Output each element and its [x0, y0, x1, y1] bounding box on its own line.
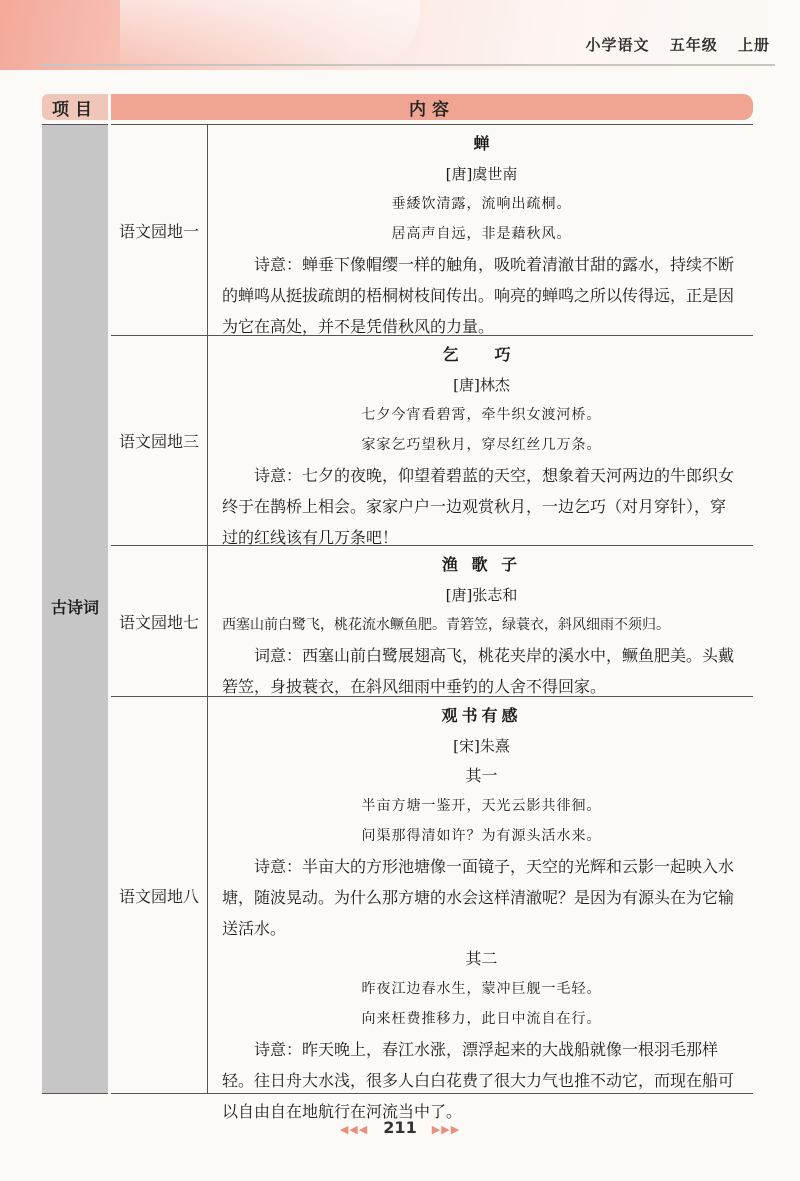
category-label: 古诗词	[50, 598, 99, 617]
row-label: 语文园地三	[111, 336, 208, 545]
page-footer	[0, 1118, 800, 1137]
poem-line: 半亩方塘一鉴开，天光云影共徘徊。	[361, 798, 602, 814]
poem-meaning: 诗意：半亩大的方形池塘像一面镜子，天空的光辉和云影一起映入水塘，随波晃动。为什么那方塘的水会这样清澈呢？是因为有源头在为它输送活水。	[222, 857, 735, 938]
poem-author: [唐]张志和	[445, 586, 518, 604]
row-body	[208, 546, 753, 696]
volume-label: 上册	[737, 36, 770, 54]
grade-label: 五年级	[669, 36, 718, 54]
table-row	[111, 546, 753, 697]
poem-line: 垂緌饮清露，流响出疏桐。	[391, 196, 572, 212]
page-number: 211	[383, 1118, 417, 1137]
poem-line: 昨夜江边春水生，蒙冲巨舰一毛轻。	[361, 981, 602, 997]
part-heading: 其二	[465, 949, 498, 968]
row-body	[208, 336, 753, 545]
poem-author: [唐]林杰	[453, 376, 510, 394]
poem-line: 向来枉费推移力，此日中流自在行。	[361, 1011, 602, 1027]
poem-title: 渔 歌 子	[441, 555, 522, 574]
poem-author: [唐]虞世南	[445, 165, 518, 183]
poem-title: 乞 巧	[442, 345, 521, 364]
category-column	[42, 124, 108, 1094]
poem-meaning: 词意：西塞山前白鹭展翅高飞，桃花夹岸的溪水中，鳜鱼肥美。头戴箬笠，身披蓑衣，在斜风细雨中垂钓的人舍不得回家。	[222, 646, 735, 696]
table-row	[111, 336, 753, 546]
row-label: 语文园地八	[111, 697, 208, 1093]
arrow-left-icon: ◀◀◀	[339, 1123, 369, 1136]
poem-title: 蝉	[473, 134, 490, 153]
poem-author: [宋]朱熹	[453, 737, 510, 755]
poem-line: 居高声自远，非是藉秋风。	[391, 226, 572, 242]
poem-meaning: 诗意：昨天晚上，春江水涨，漂浮起来的大战船就像一根羽毛那样轻。往日舟大水浅，很多人白白花费了很大力气也推不动它，而现在船可以自由自在地航行在河流当中了。	[222, 1040, 735, 1121]
arrow-right-icon: ▶▶▶	[431, 1123, 461, 1136]
table-row	[111, 697, 753, 1121]
poem-line: 西塞山前白鹭飞，桃花流水鳜鱼肥。青箬笠，绿蓑衣，斜风细雨不须归。	[222, 617, 670, 633]
poem-line: 家家乞巧望秋月，穿尽红丝几万条。	[361, 437, 602, 453]
header-divider	[40, 64, 775, 66]
poem-meaning: 诗意：七夕的夜晚，仰望着碧蓝的天空，想象着天河两边的牛郎织女终于在鹊桥上相会。家家户户一边观赏秋月，一边乞巧（对月穿针），穿过的红线该有几万条吧！	[222, 466, 735, 547]
part-heading: 其一	[465, 766, 498, 785]
table-row	[111, 125, 753, 336]
content-table	[111, 124, 753, 1121]
row-body	[208, 697, 753, 1121]
column-header-item: 项目	[42, 94, 108, 120]
poem-title: 观书有感	[441, 706, 522, 725]
subject-label: 小学语文	[585, 36, 650, 54]
poem-line: 七夕今宵看碧霄，牵牛织女渡河桥。	[361, 407, 602, 423]
column-header-content: 内容	[111, 94, 753, 120]
row-label: 语文园地一	[111, 125, 208, 335]
row-body	[208, 125, 753, 335]
poem-line: 问渠那得清如许？为有源头活水来。	[361, 828, 602, 844]
poem-meaning: 诗意：蝉垂下像帽缨一样的触角，吸吮着清澈甘甜的露水，持续不断的蝉鸣从挺拔疏朗的梧桐树枝间传出。响亮的蝉鸣之所以传得远，正是因为它在高处，并不是凭借秋风的力量。	[222, 255, 735, 336]
row-label: 语文园地七	[111, 546, 208, 696]
book-title	[571, 34, 770, 55]
